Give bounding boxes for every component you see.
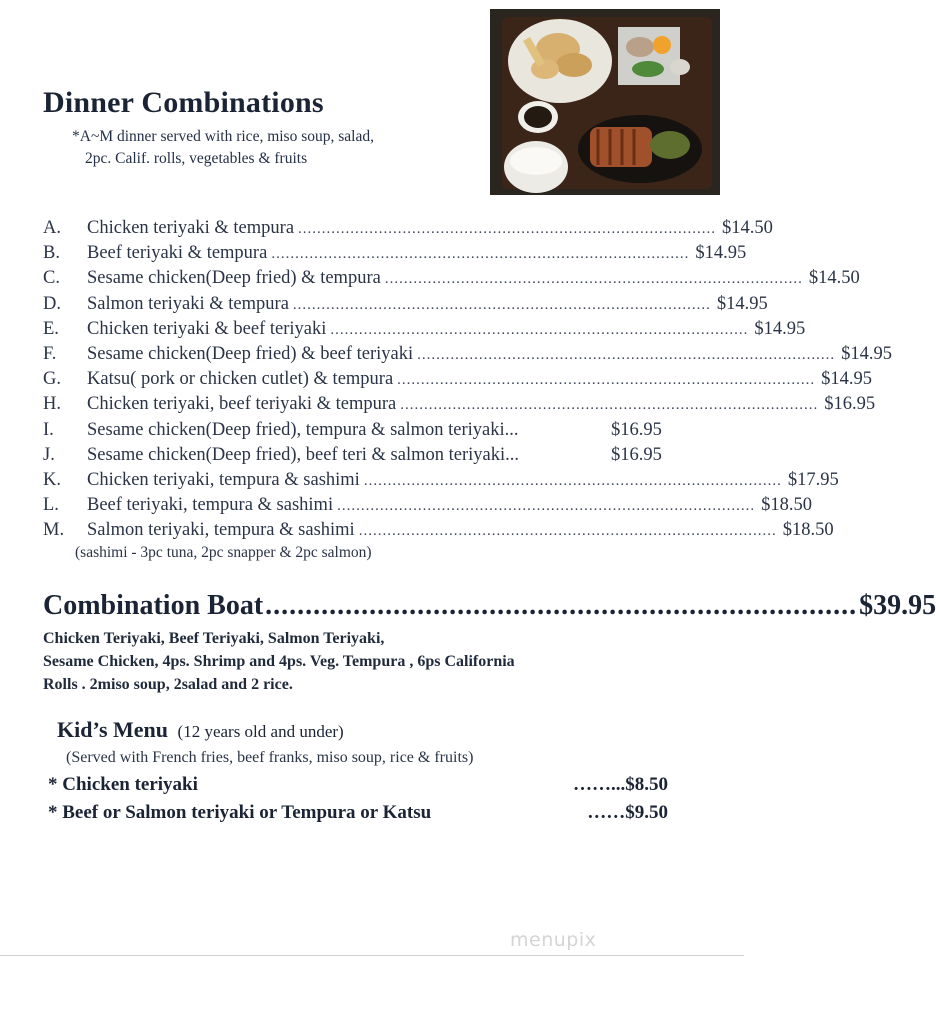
kids-served-note: (Served with French fries, beef franks, miso soup, rice & fruits) — [66, 749, 474, 766]
leader-dots: ........................................................................................ — [271, 246, 690, 263]
item-price: $14.50 — [722, 218, 773, 238]
item-name: Sesame chicken(Deep fried) & tempura — [87, 268, 381, 289]
leader-dots: ........................................................................................ — [397, 372, 816, 389]
item-price: $14.95 — [841, 343, 893, 364]
boat-description — [43, 627, 683, 696]
item-letter: J. — [43, 444, 55, 465]
item-letter: L. — [43, 495, 59, 516]
kids-menu-title — [57, 717, 344, 743]
item-name: Salmon teriyaki & tempura — [87, 293, 289, 314]
leader-dots: ........................................................................................ — [298, 221, 717, 237]
item-price: $18.50 — [782, 520, 834, 541]
leader-dots: ........................................................................................ — [358, 523, 777, 540]
item-price: $17.95 — [787, 469, 839, 490]
kids-age-note: (12 years old and under) — [177, 722, 344, 741]
item-letter: C. — [43, 268, 60, 289]
menu-item — [43, 243, 747, 268]
menu-item — [43, 445, 683, 470]
subtitle-line-2: 2pc. Calif. rolls, vegetables & fruits — [85, 150, 308, 167]
item-name: Sesame chicken(Deep fried), beef teri & salmon teriyaki... — [87, 444, 520, 465]
menu-item — [43, 420, 683, 445]
kids-item-name: * Beef or Salmon teriyaki or Tempura or Katsu — [48, 802, 432, 823]
boat-desc-line: Sesame Chicken, 4ps. Shrimp and 4ps. Veg. Tempura , 6ps California — [43, 653, 515, 670]
item-name: Beef teriyaki & tempura — [87, 243, 268, 264]
item-letter: D. — [43, 293, 61, 314]
menu-item — [43, 394, 876, 419]
menu-item — [43, 495, 812, 520]
item-price: $16.95 — [611, 419, 662, 440]
boat-name: Combination Boat — [43, 590, 264, 621]
item-price: $14.95 — [695, 243, 747, 264]
item-name: Chicken teriyaki & beef teriyaki — [87, 318, 327, 339]
item-name: Chicken teriyaki, beef teriyaki & tempura — [87, 394, 397, 415]
leader-dots: ........................................................................................ — [330, 321, 749, 338]
item-price: $14.95 — [821, 369, 873, 390]
menu-item — [43, 318, 806, 344]
item-price: $14.95 — [716, 293, 768, 314]
leader-dots: ........................................................................................ — [417, 346, 836, 363]
bento-box-photo — [490, 9, 720, 195]
item-price: $16.95 — [611, 444, 662, 465]
item-letter: F. — [43, 343, 57, 364]
dinner-list — [43, 218, 893, 545]
item-name: Salmon teriyaki, tempura & sashimi — [87, 520, 355, 541]
kids-item-price: ……$9.50 — [587, 802, 668, 823]
item-name: Katsu( pork or chicken cutlet) & tempura — [87, 369, 394, 390]
kids-item-price: ……...$8.50 — [573, 774, 668, 795]
item-letter: E. — [43, 318, 59, 339]
kids-item-name: * Chicken teriyaki — [48, 774, 198, 795]
leader-dots: ........................................................................................ — [363, 472, 782, 489]
leader-dots: .......................................................................... — [265, 590, 858, 621]
item-letter: G. — [43, 369, 61, 390]
item-name: Chicken teriyaki, tempura & sashimi — [87, 469, 360, 490]
dinner-subtitle — [72, 126, 472, 170]
menu-item — [43, 343, 893, 369]
menu-item — [43, 293, 768, 319]
item-letter: I. — [43, 419, 54, 440]
page-title: Dinner Combinations — [43, 86, 324, 119]
item-letter: B. — [43, 243, 60, 264]
sashimi-note: (sashimi - 3pc tuna, 2pc snapper & 2pc salmon) — [75, 544, 372, 561]
menu-item — [43, 520, 834, 545]
item-letter: K. — [43, 469, 61, 490]
item-letter: A. — [43, 218, 61, 238]
menupix-watermark: menupix — [510, 929, 597, 951]
item-price: $18.50 — [761, 495, 812, 516]
kids-title-text: Kid’s Menu — [57, 717, 169, 742]
boat-desc-line: Chicken Teriyaki, Beef Teriyaki, Salmon Teriyaki, — [43, 630, 385, 647]
kids-menu-item — [48, 802, 668, 824]
leader-dots: ........................................................................................ — [400, 397, 819, 414]
leader-dots: ........................................................................................ — [337, 498, 756, 515]
leader-dots: ........................................................................................ — [292, 296, 711, 313]
item-letter: M. — [43, 520, 65, 541]
menu-item — [43, 469, 839, 495]
menu-item — [43, 268, 860, 293]
item-price: $16.95 — [824, 394, 876, 415]
item-name: Chicken teriyaki & tempura — [87, 218, 295, 238]
item-name: Beef teriyaki, tempura & sashimi — [87, 495, 334, 516]
subtitle-line-1: *A~M dinner served with rice, miso soup, salad, — [72, 128, 374, 145]
item-price: $14.95 — [754, 318, 806, 339]
item-letter: H. — [43, 394, 61, 415]
item-price: $14.50 — [808, 268, 860, 289]
item-name: Sesame chicken(Deep fried), tempura & salmon teriyaki... — [87, 419, 519, 440]
combination-boat-heading — [43, 590, 936, 622]
kids-menu-item — [48, 774, 668, 796]
menu-item — [43, 369, 873, 394]
item-name: Sesame chicken(Deep fried) & beef teriyaki — [87, 343, 414, 364]
boat-desc-line: Rolls . 2miso soup, 2salad and 2 rice. — [43, 676, 293, 693]
leader-dots: ........................................................................................ — [384, 271, 803, 288]
page-divider — [0, 955, 744, 956]
boat-price: $39.95 — [859, 590, 936, 621]
menu-item — [43, 218, 773, 243]
